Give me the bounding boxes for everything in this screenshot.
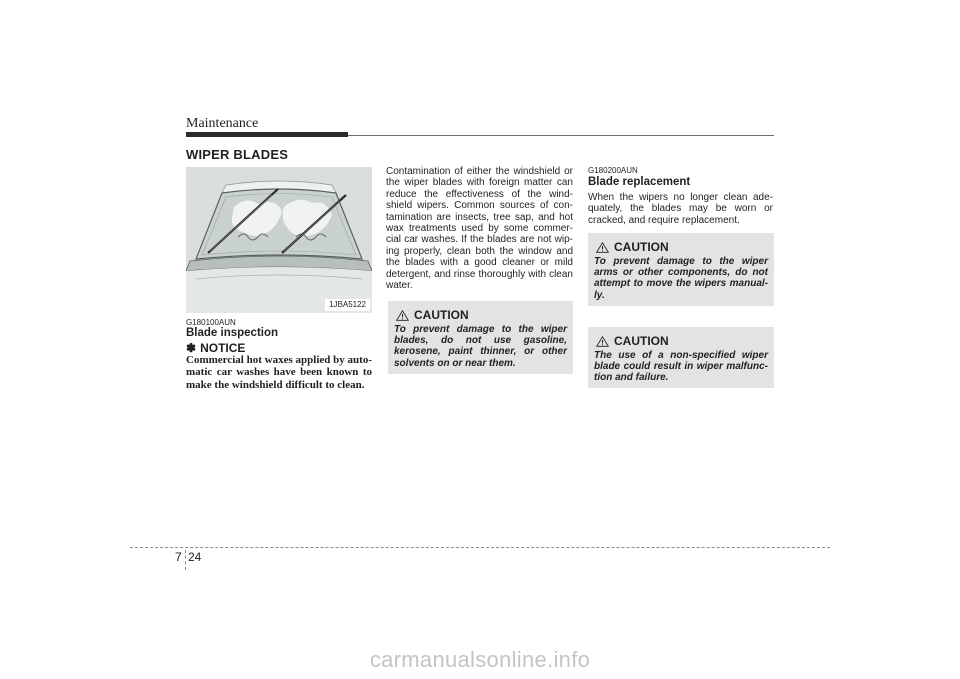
blade-inspection-title: Blade inspection bbox=[186, 327, 279, 339]
figure-label: 1JBA5122 bbox=[325, 299, 370, 311]
warning-triangle-icon bbox=[596, 242, 609, 253]
caution-heading bbox=[596, 334, 669, 348]
replacement-code: G180200AUN bbox=[588, 166, 638, 175]
watermark: carmanualsonline.info bbox=[369, 647, 591, 672]
header-title: Maintenance bbox=[186, 116, 259, 131]
caution-title: CAUTION bbox=[614, 240, 669, 254]
footer-rule bbox=[130, 547, 830, 548]
notice-label: NOTICE bbox=[200, 341, 246, 355]
warning-triangle-icon bbox=[596, 336, 609, 347]
notice-text: Commercial hot waxes applied by auto-matic car washes have been known to make the windshield difficult to clean. bbox=[186, 354, 372, 391]
contamination-paragraph: Contamination of either the windshield or the wiper blades with foreign matter can reduce the effectiveness of the wind-shield wipers. Common sources of con-tamination are insects, tree sap, and hot wax treatments used by some commer-cial car washes. If the blades are not wip-ing properly, clean both the window and the blades with a good cleaner or mild detergent, and rinse thoroughly with clean water. bbox=[386, 166, 573, 292]
caution-text: To prevent damage to the wiper arms or other components, do not attempt to move the wipers manual-ly. bbox=[594, 256, 768, 301]
caution-box-wiper-arms bbox=[588, 233, 774, 306]
caution-box-non-specified-blade bbox=[588, 327, 774, 388]
caution-text: To prevent damage to the wiper blades, do not use gasoline, kerosene, paint thinner, or other solvents on or near them. bbox=[394, 324, 567, 369]
page-number-separator bbox=[185, 550, 186, 570]
replacement-paragraph: When the wipers no longer clean ade-quately, the blades may be worn or cracked, and require replacement. bbox=[588, 192, 773, 226]
caution-text: The use of a non-specified wiper blade could result in wiper malfunc-tion and failure. bbox=[594, 350, 768, 384]
inspection-code: G180100AUN bbox=[186, 318, 236, 327]
blade-replacement-title: Blade replacement bbox=[588, 176, 691, 188]
notice-heading bbox=[186, 341, 245, 355]
header-bar bbox=[186, 132, 348, 137]
windshield-illustration bbox=[186, 167, 372, 313]
chapter-number: 7 bbox=[175, 550, 182, 564]
caution-heading bbox=[596, 240, 669, 254]
caution-title: CAUTION bbox=[614, 334, 669, 348]
page-number: 24 bbox=[188, 550, 202, 564]
section-title: WIPER BLADES bbox=[186, 147, 289, 162]
caution-box-solvents bbox=[388, 301, 573, 374]
caution-heading bbox=[396, 308, 469, 322]
header-rule bbox=[348, 135, 774, 136]
warning-triangle-icon bbox=[396, 310, 409, 321]
asterisk-notice-icon: ✽ bbox=[186, 341, 197, 355]
windshield-wiper-figure bbox=[186, 167, 372, 313]
caution-title: CAUTION bbox=[414, 308, 469, 322]
